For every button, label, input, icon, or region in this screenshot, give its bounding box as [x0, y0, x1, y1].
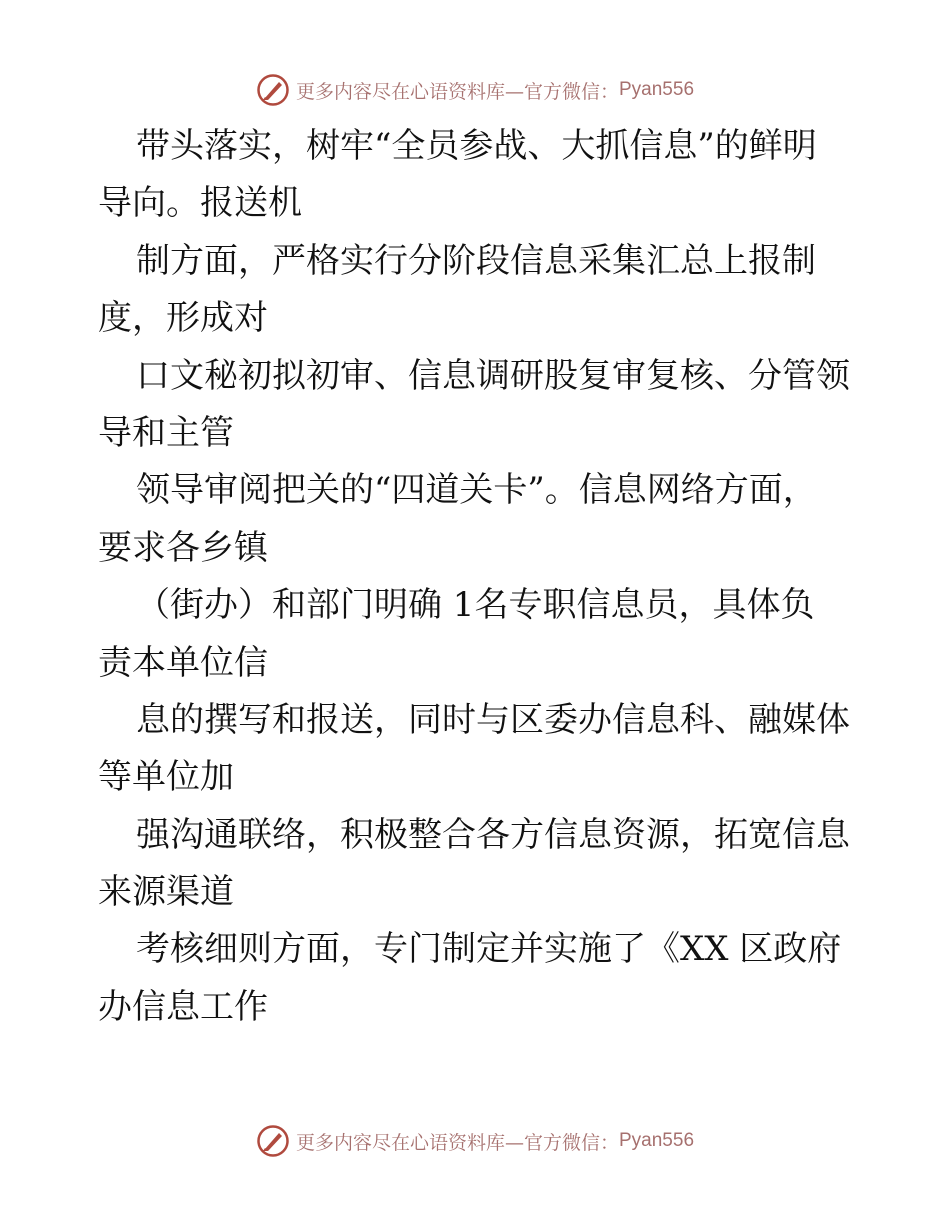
paragraph-4-line-1: 领导审阅把关的“四道关卡”。信息网络方面， — [136, 470, 817, 511]
quill-logo-icon — [256, 73, 290, 107]
banner-wechat-id: Pyan556 — [619, 79, 695, 100]
paragraph-7-line-1: 强沟通联络，积极整合各方信息资源，拓宽信息 — [136, 814, 850, 855]
banner-text: 更多内容尽在心语资料库—官方微信： — [295, 1131, 619, 1154]
paragraph-2-line-2: 度，形成对 — [98, 298, 268, 339]
paragraph-7-line-2: 来源渠道 — [98, 872, 234, 913]
paragraph-6-line-2: 等单位加 — [98, 757, 234, 798]
paragraph-1-line-2: 导向。报送机 — [98, 183, 302, 224]
paragraph-6-line-1: 息的撰写和报送，同时与区委办信息科、融媒体 — [136, 699, 850, 740]
paragraph-8-line-2: 办信息工作 — [98, 986, 268, 1027]
document-body — [98, 118, 858, 1036]
banner-wechat-id: Pyan556 — [619, 1130, 695, 1151]
banner-text: 更多内容尽在心语资料库—官方微信： — [295, 80, 619, 103]
paragraph-5-line-1: （街办）和部门明确 1名专职信息员，具体负 — [136, 585, 815, 626]
paragraph-4-line-2: 要求各乡镇 — [98, 527, 268, 568]
paragraph-8-line-1: 考核细则方面，专门制定并实施了《XX 区政府 — [136, 929, 842, 970]
paragraph-5-line-2: 责本单位信 — [98, 642, 268, 683]
header-watermark-banner — [0, 70, 950, 110]
paragraph-2-line-1: 制方面，严格实行分阶段信息采集汇总上报制 — [136, 240, 816, 281]
paragraph-1-line-1: 带头落实，树牢“全员参战、大抓信息”的鲜明 — [136, 126, 817, 166]
footer-watermark-banner — [0, 1121, 950, 1161]
paragraph-3-line-1: 口文秘初拟初审、信息调研股复审复核、分管领 — [136, 355, 850, 396]
quill-logo-icon — [256, 1124, 290, 1158]
paragraph-3-line-2: 导和主管 — [98, 412, 234, 453]
